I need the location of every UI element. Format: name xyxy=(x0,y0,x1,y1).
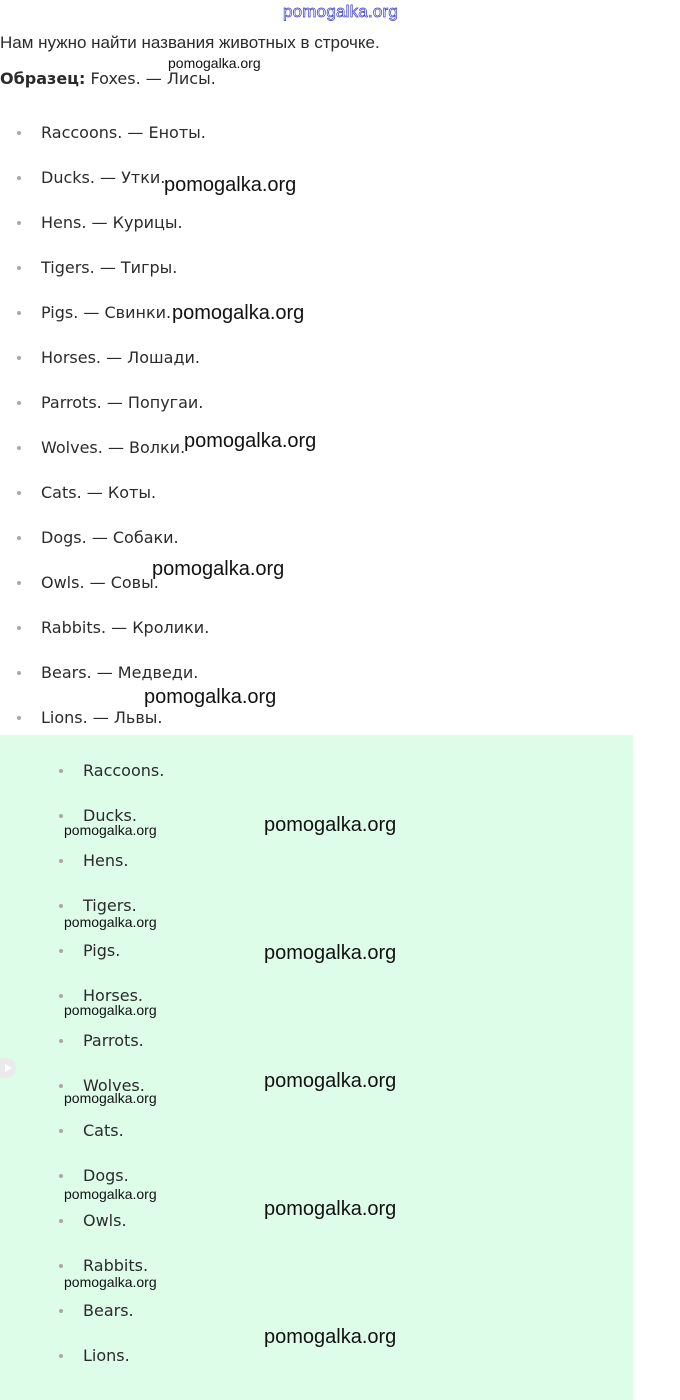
bullet-icon xyxy=(59,1174,63,1178)
list-item-text: Owls. — Совы. xyxy=(41,573,159,592)
answer-item-text: Rabbits. xyxy=(83,1256,149,1275)
list-item-text: Bears. — Медведи. xyxy=(41,663,199,682)
watermark: pomogalka.org xyxy=(172,302,305,324)
bullet-icon xyxy=(17,401,21,405)
bullet-icon xyxy=(59,949,63,953)
list-item-text: Rabbits. — Кролики. xyxy=(41,618,210,637)
bullet-icon xyxy=(59,1129,63,1133)
list-item-text: Dogs. — Собаки. xyxy=(41,528,179,547)
bullet-icon xyxy=(17,176,21,180)
list-item-text: Wolves. — Волки. xyxy=(41,438,186,457)
list-item-text: Pigs. — Свинки. xyxy=(41,303,172,322)
watermark: pomogalka.org xyxy=(144,686,277,708)
watermark: pomogalka.org xyxy=(168,55,261,71)
list-item-text: Cats. — Коты. xyxy=(41,483,157,502)
watermark: pomogalka.org xyxy=(264,1326,397,1348)
answer-item-text: Lions. xyxy=(83,1346,130,1365)
bullet-icon xyxy=(17,671,21,675)
watermark: pomogalka.org xyxy=(184,430,317,452)
site-link[interactable]: pomogalka.org xyxy=(283,2,399,21)
list-item-text: Tigers. — Тигры. xyxy=(41,258,178,277)
intro-text: Нам нужно найти названия животных в строчке. xyxy=(0,33,380,52)
watermark: pomogalka.org xyxy=(264,942,397,964)
bullet-icon xyxy=(17,356,21,360)
bullet-icon xyxy=(17,446,21,450)
answer-item-text: Hens. xyxy=(83,851,129,870)
watermark: pomogalka.org xyxy=(64,822,157,838)
watermark: pomogalka.org xyxy=(64,1002,157,1018)
watermark: pomogalka.org xyxy=(264,814,397,836)
answer-item-text: Dogs. xyxy=(83,1166,129,1185)
bullet-icon xyxy=(59,769,63,773)
bullet-icon xyxy=(59,904,63,908)
answer-item-text: Wolves. xyxy=(83,1076,145,1095)
watermark: pomogalka.org xyxy=(64,1186,157,1202)
bullet-icon xyxy=(59,1039,63,1043)
list-item-text: Lions. — Львы. xyxy=(41,708,163,727)
bullet-icon xyxy=(59,859,63,863)
watermark: pomogalka.org xyxy=(264,1070,397,1092)
bullet-icon xyxy=(17,581,21,585)
watermark: pomogalka.org xyxy=(64,914,157,930)
list-item-text: Raccoons. — Еноты. xyxy=(41,123,206,142)
watermark: pomogalka.org xyxy=(64,1274,157,1290)
answer-item-text: Parrots. xyxy=(83,1031,144,1050)
answer-item-text: Horses. xyxy=(83,986,143,1005)
sample-label: Образец: xyxy=(0,69,86,88)
list-item-text: Ducks. — Утки. xyxy=(41,168,166,187)
watermark: pomogalka.org xyxy=(164,174,297,196)
watermark: pomogalka.org xyxy=(152,558,285,580)
bullet-icon xyxy=(17,716,21,720)
answer-item-text: Raccoons. xyxy=(83,761,165,780)
bullet-icon xyxy=(59,994,63,998)
list-item-text: Parrots. — Попугаи. xyxy=(41,393,204,412)
sample-line xyxy=(0,69,216,88)
bullet-icon xyxy=(17,266,21,270)
sample-text: Foxes. — Лисы. xyxy=(85,69,216,88)
bullet-icon xyxy=(59,814,63,818)
bullet-icon xyxy=(59,1084,63,1088)
bullet-icon xyxy=(17,131,21,135)
bullet-icon xyxy=(17,536,21,540)
answer-item-text: Ducks. xyxy=(83,806,137,825)
list-item-text: Hens. — Курицы. xyxy=(41,213,183,232)
bullet-icon xyxy=(59,1309,63,1313)
bullet-icon xyxy=(59,1219,63,1223)
watermark: pomogalka.org xyxy=(264,1198,397,1220)
answer-item-text: Bears. xyxy=(83,1301,134,1320)
watermark: pomogalka.org xyxy=(64,1090,157,1106)
bullet-icon xyxy=(59,1264,63,1268)
answer-item-text: Cats. xyxy=(83,1121,124,1140)
bullet-icon xyxy=(17,311,21,315)
bullet-icon xyxy=(17,491,21,495)
list-item-text: Horses. — Лошади. xyxy=(41,348,200,367)
bullet-icon xyxy=(17,626,21,630)
answer-item-text: Owls. xyxy=(83,1211,127,1230)
answer-item-text: Tigers. xyxy=(83,896,137,915)
answer-item-text: Pigs. xyxy=(83,941,121,960)
bullet-icon xyxy=(17,221,21,225)
bullet-icon xyxy=(59,1354,63,1358)
